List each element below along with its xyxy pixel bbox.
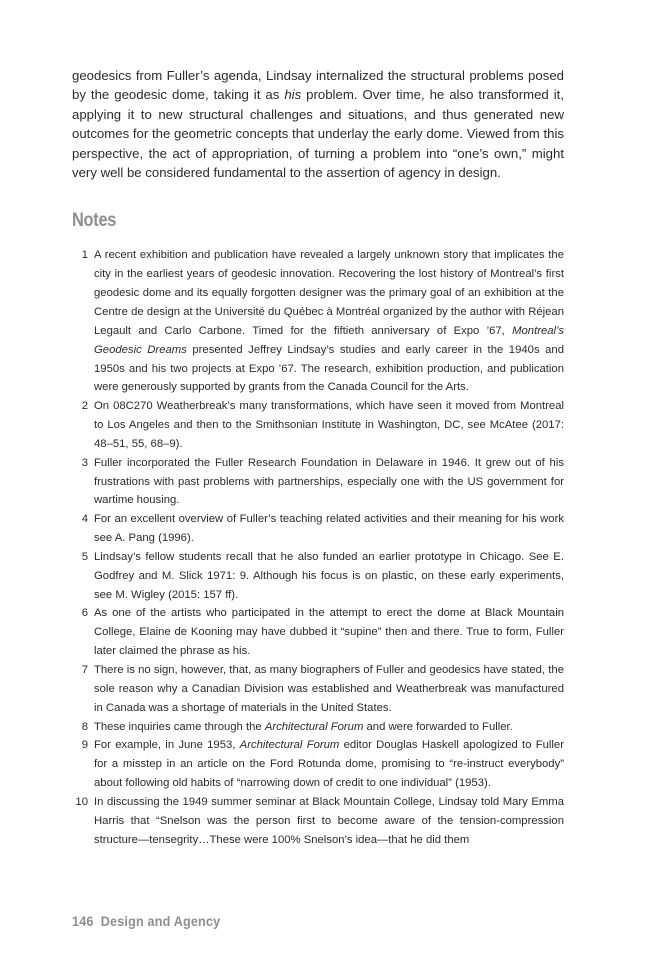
body-text: problem. Over time, he also transformed it, applying it to new structural challenges and situations, and thus generated new outcomes for the geometric concepts that underlay the early dome. Viewed from this perspective, the act of appropriation, of turning a problem into “one’s own,” might very well be considered fundamental to the assertion of agency in design. — [72, 87, 565, 181]
note-text: There is no sign, however, that, as many biographers of Fuller and geodesics have stated, the sole reason why a Canadian Division was established and Weatherbreak was manufactured in Canada was a shortage of materials in the United States. — [94, 664, 564, 714]
note-text: For example, in June 1953, Architectural Forum editor Douglas Haskell apologized to Fuller for a misstep in an article on the Ford Rotunda dome, promising to “re-instruct everybody” about following old habits of “narrowing down of credit to one individual” (1953). — [94, 739, 564, 790]
note-number: 7 — [81, 664, 88, 676]
running-title: Design and Agency — [100, 913, 221, 929]
note-item — [72, 454, 564, 511]
page-number: 146 — [72, 913, 94, 929]
note-number: 8 — [81, 720, 88, 733]
note-number: 6 — [81, 607, 88, 620]
note-text: Fuller incorporated the Fuller Research Foundation in Delaware in 1946. It grew out of his frustrations with past problems with partnerships, especially one with the US government for wartime housing. — [94, 456, 564, 507]
note-item — [72, 548, 564, 605]
note-item — [72, 510, 564, 548]
page-content — [72, 66, 564, 849]
body-paragraph — [72, 66, 564, 182]
notes-heading: Notes — [72, 210, 117, 232]
body-italic: his — [284, 87, 302, 103]
note-number: 10 — [75, 795, 88, 808]
note-number: 9 — [81, 739, 88, 752]
notes-list — [72, 246, 564, 849]
body-text: geodesics from Fuller’s agenda, Lindsay internalized the structural problems posed by the geodesic dome, taking it as — [72, 68, 564, 103]
note-item — [72, 718, 564, 737]
note-text: Lindsay’s fellow students recall that he also funded an earlier prototype in Chicago. See E. Godfrey and M. Slick 1971: 9. Although his focus is on plastic, on these early experiments, see M. Wigley (2015: 157 ff). — [94, 550, 564, 601]
note-text: These inquiries came through the Architectural Forum and were forwarded to Fuller. — [94, 720, 513, 733]
note-number: 2 — [81, 400, 88, 413]
page-footer — [72, 913, 220, 929]
note-number: 1 — [81, 249, 88, 262]
note-number: 4 — [81, 513, 88, 526]
note-number: 3 — [81, 456, 88, 469]
note-item — [72, 661, 564, 718]
note-item — [72, 793, 564, 850]
note-text: A recent exhibition and publication have revealed a largely unknown story that implicates the city in the earliest years of geodesic innovation. Recovering the lost history of Montreal’s first geodesic dome and its equally forgotten designer was the primary goal of an exhibition at the Centre de design at the Université du Québec à Montréal organized by the author with Réjean Legault and Carlo Carbone. Timed for the fiftieth anniversary of Expo ’67, Montreal’s Geodesic Dreams presented Jeffrey Lindsay’s studies and early career in the 1940s and 1950s and his two projects at Expo ’67. The research, exhibition production, and publication were generously supported by grants from the Canada Council for the Arts. — [94, 249, 564, 394]
note-item — [72, 604, 564, 661]
note-text: On 08C270 Weatherbreak’s many transformations, which have seen it moved from Montreal to Los Angeles and then to the Smithsonian Institute in Washington, DC, see McAtee (2017: 48–51, 55, 68–9). — [94, 400, 564, 450]
note-text: For an excellent overview of Fuller’s teaching related activities and their meaning for his work see A. Pang (1996). — [94, 513, 564, 545]
note-item — [72, 736, 564, 793]
note-item — [72, 397, 564, 454]
note-item — [72, 246, 564, 397]
note-text: As one of the artists who participated in the attempt to erect the dome at Black Mountain College, Elaine de Kooning may have dubbed it “supine” then and there. True to form, Fuller later claimed the phrase as his. — [94, 607, 564, 658]
note-number: 5 — [81, 550, 88, 563]
note-text: In discussing the 1949 summer seminar at Black Mountain College, Lindsay told Mary Emma Harris that “Snelson was the person first to become aware of the tension-compression structure—tensegrity…These were 100% Snelson’s idea—that he did them — [94, 795, 564, 846]
